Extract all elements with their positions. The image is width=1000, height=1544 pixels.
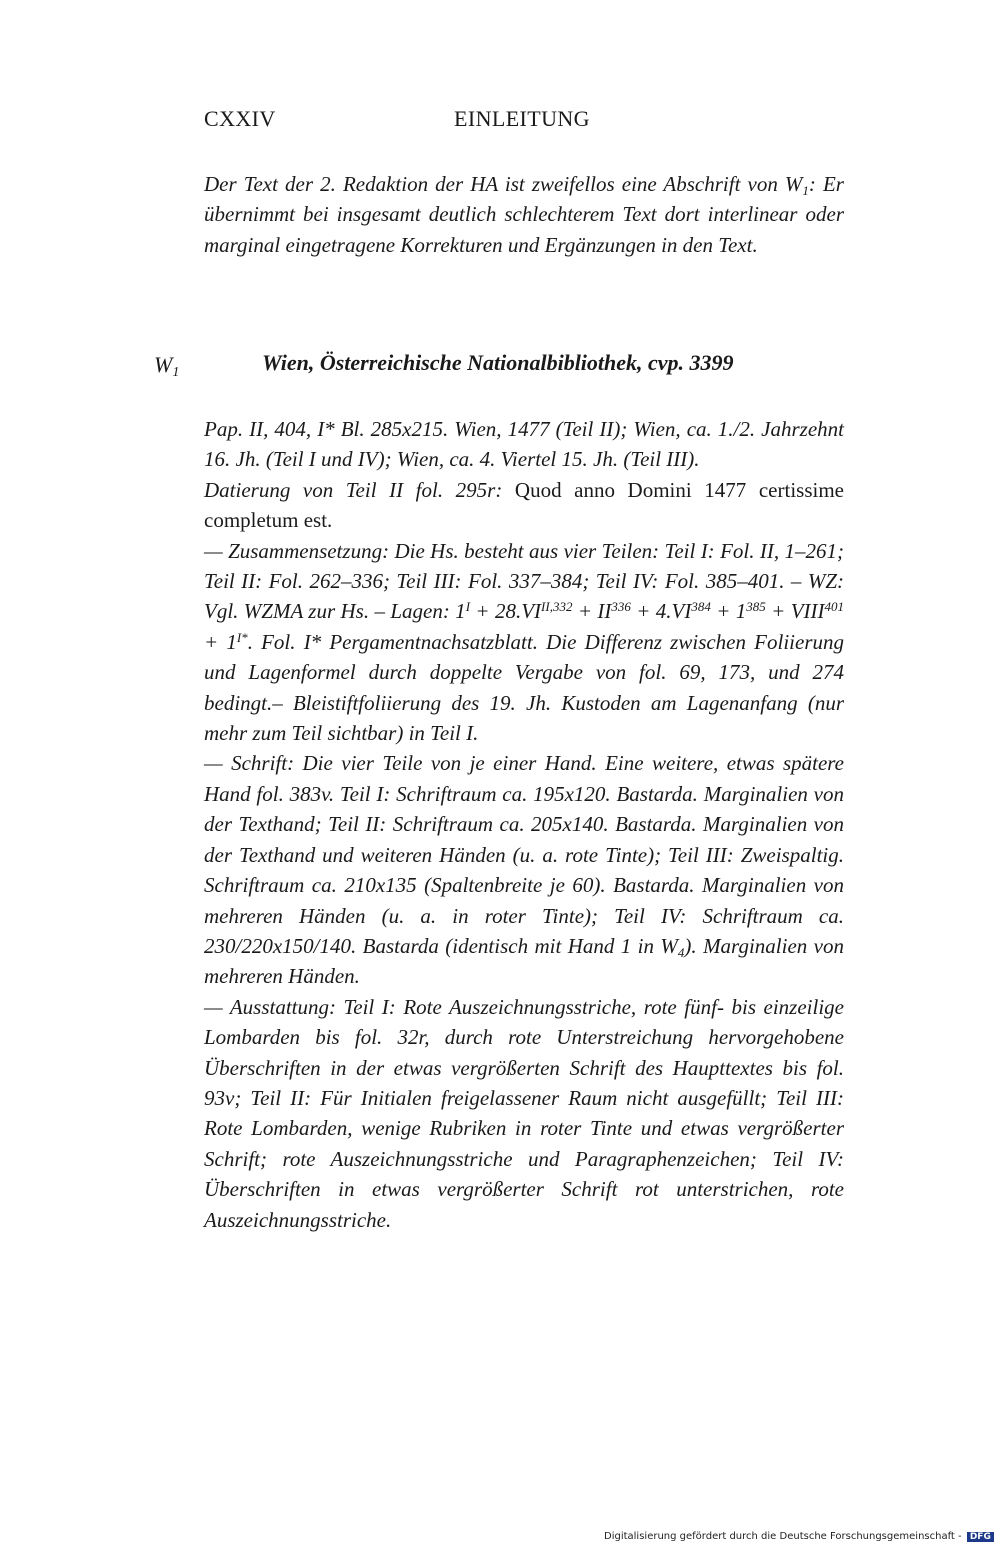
composition-text: + 28.VI (470, 599, 542, 624)
intro-text-part: Der Text der 2. Redaktion der HA ist zweifellos eine Abschrift von W (204, 172, 803, 196)
siglum-subscript: 1 (172, 365, 180, 380)
siglum-letter: W (154, 352, 173, 377)
footer-text: Digitalisierung gefördert durch die Deutsche Forschungsgemeinschaft - (604, 1531, 962, 1542)
script-paragraph (204, 748, 844, 991)
quire-superscript: I (465, 599, 471, 615)
script-text: ). Marginalien von mehreren Händen. (204, 933, 844, 989)
digitization-footer (604, 1531, 994, 1542)
dating-paragraph (204, 475, 844, 536)
composition-paragraph (204, 536, 844, 749)
dating-quote: Quod anno Domini 1477 certissime completum est. (204, 477, 844, 533)
physical-description: Pap. II, 404, I* Bl. 285x215. Wien, 1477 (Teil II); Wien, ca. 1./2. Jahrzehnt 16. Jh. (Teil I und IV); Wien, ca. 4. Viertel 15. Jh. (Teil III). (204, 417, 844, 472)
intro-text-part: : Er übernimmt bei insgesamt deutlich schlechterem Text dort interlinear oder marginal eingetragene Korrekturen und Ergänzungen in den Text. (204, 172, 844, 257)
quire-superscript: 384 (691, 599, 711, 615)
quire-superscript: 401 (824, 599, 845, 615)
composition-text: + 1 (204, 629, 237, 654)
composition-text: + II (572, 599, 612, 624)
script-subscript: 4 (677, 944, 685, 960)
intro-subscript: 1 (802, 183, 809, 198)
page-number: CXXIV (204, 106, 276, 131)
decoration-paragraph: — Ausstattung: Teil I: Rote Auszeichnungsstriche, rote fünf- bis einzeilige Lombarden bis fol. 32r, durch rote Unterstreichung hervorgehobene Überschriften in der etwas vergrößerten Schrift des Haupttextes bis fol. 93v; Teil II: Für Initialen freigelassener Raum nicht ausgefüllt; Teil III: Rote Lombarden, wenige Rubriken in roter Tinte und etwas vergrößerter Schrift; rote Auszeichnungsstriche und Paragraphenzeichen; Teil IV: Überschriften in etwas vergrößerter Schrift rot unterstrichen, rote Auszeichnungsstriche. (204, 994, 844, 1232)
composition-text: . Fol. I* Pergamentnachsatzblatt. Die Differenz zwischen Foliierung und Lagenformel durch doppelte Vergabe von fol. 69, 173, und 274 bedingt.– Bleistiftfoliierung des 19. Jh. Kustoden am Lagenanfang (nur mehr zum Teil sichtbar) in Teil I. (204, 629, 844, 746)
composition-text: + 4.VI (630, 599, 692, 624)
page-header (204, 106, 844, 138)
script-text: — Schrift: Die vier Teile von je einer Hand. Eine weitere, etwas spätere Hand fol. 383v. Teil I: Schriftraum ca. 195x120. Bastarda. Marginalien von der Texthand; Teil II: Schriftraum ca. 205x140. Bastarda. Marginalien von der Texthand und weiteren Händen (u. a. rote Tinte); Teil III: Zweispaltig. Schriftraum ca. 210x135 (Spaltenbreite je 60). Bastarda. Marginalien von mehreren Händen (u. a. in roter Tinte); Teil IV: Schriftraum ca. 230/220x150/140. Bastarda (identisch mit Hand 1 in W (204, 751, 844, 958)
composition-text: + 1 (710, 599, 747, 624)
quire-superscript: 336 (611, 599, 631, 615)
running-head: EINLEITUNG (454, 106, 590, 131)
quire-superscript: II,332 (541, 599, 573, 615)
quire-superscript: 385 (746, 599, 766, 615)
manuscript-siglum (154, 352, 179, 378)
composition-text: — Zusammensetzung: Die Hs. besteht aus vier Teilen: Teil I: Fol. II, 1–261; Teil II: Fol. 262–336; Teil III: Fol. 337–384; Teil IV: Fol. 385–401. – WZ: Vgl. WZMA zur Hs. – Lagen: 1 (204, 538, 844, 624)
composition-text: + VIII (765, 599, 825, 624)
dating-label: Datierung von Teil II fol. 295r: (204, 477, 503, 502)
shelfmark-heading: Wien, Österreichische Nationalbibliothek, cvp. 3399 (262, 350, 734, 375)
manuscript-description (204, 414, 844, 1235)
intro-paragraph (204, 169, 844, 260)
quire-superscript: I* (236, 629, 248, 645)
dfg-logo: DFG (967, 1532, 994, 1542)
